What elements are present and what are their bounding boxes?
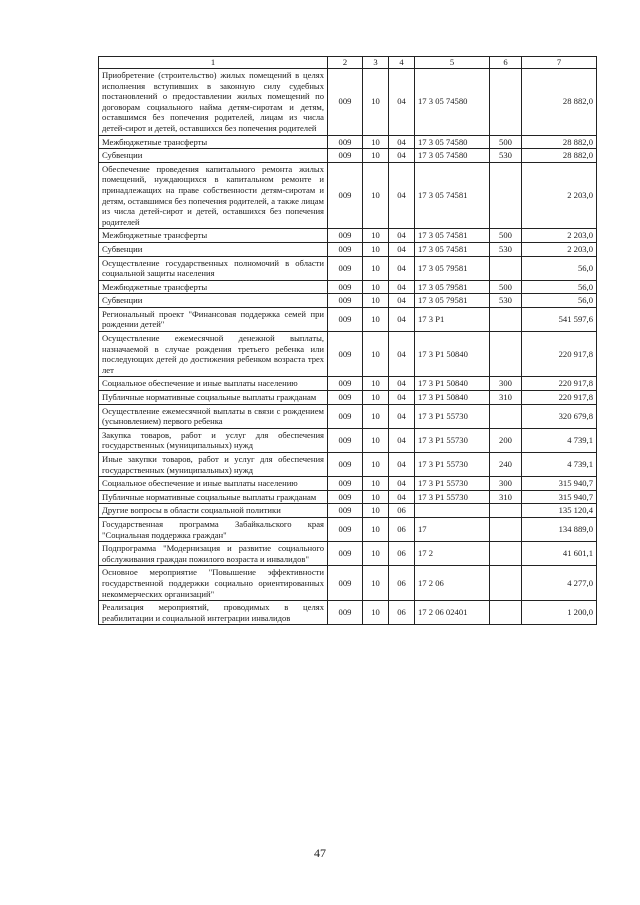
table-row (99, 477, 597, 491)
section-cell: 10 (363, 162, 389, 229)
section-cell: 10 (363, 294, 389, 308)
target-article-cell: 17 3 05 74581 (415, 229, 490, 243)
subsection-cell: 04 (389, 332, 415, 377)
admin-code-cell: 009 (328, 504, 363, 518)
target-article-cell: 17 3 P1 55730 (415, 453, 490, 477)
section-cell: 10 (363, 229, 389, 243)
table-row (99, 490, 597, 504)
row-name-cell: Реализация мероприятий, проводимых в целях реабилитации и социальной интеграции инвалидов (99, 601, 328, 625)
table-row (99, 135, 597, 149)
target-article-cell: 17 2 06 02401 (415, 601, 490, 625)
amount-cell: 2 203,0 (522, 242, 597, 256)
subsection-cell: 06 (389, 601, 415, 625)
admin-code-cell: 009 (328, 307, 363, 331)
target-article-cell (415, 504, 490, 518)
row-name-cell: Региональный проект "Финансовая поддержка семей при рождении детей" (99, 307, 328, 331)
expense-type-cell (490, 517, 522, 541)
column-header-6: 6 (490, 57, 522, 69)
admin-code-cell: 009 (328, 332, 363, 377)
subsection-cell: 04 (389, 149, 415, 163)
section-cell: 10 (363, 517, 389, 541)
table-row (99, 242, 597, 256)
target-article-cell: 17 3 P1 50840 (415, 391, 490, 405)
target-article-cell: 17 3 05 79581 (415, 294, 490, 308)
subsection-cell: 04 (389, 477, 415, 491)
amount-cell: 4 739,1 (522, 453, 597, 477)
table-row (99, 229, 597, 243)
admin-code-cell: 009 (328, 294, 363, 308)
section-cell: 10 (363, 453, 389, 477)
column-header-7: 7 (522, 57, 597, 69)
admin-code-cell: 009 (328, 256, 363, 280)
admin-code-cell: 009 (328, 566, 363, 601)
section-cell: 10 (363, 566, 389, 601)
budget-table (98, 56, 597, 625)
section-cell: 10 (363, 135, 389, 149)
subsection-cell: 04 (389, 294, 415, 308)
amount-cell: 541 597,6 (522, 307, 597, 331)
admin-code-cell: 009 (328, 404, 363, 428)
expense-type-cell: 300 (490, 377, 522, 391)
amount-cell: 220 917,8 (522, 332, 597, 377)
subsection-cell: 04 (389, 242, 415, 256)
section-cell: 10 (363, 490, 389, 504)
row-name-cell: Осуществление ежемесячной выплаты в связи с рождением (усыновлением) первого ребенка (99, 404, 328, 428)
subsection-cell: 04 (389, 135, 415, 149)
row-name-cell: Публичные нормативные социальные выплаты гражданам (99, 490, 328, 504)
table-row (99, 162, 597, 229)
target-article-cell: 17 2 06 (415, 566, 490, 601)
admin-code-cell: 009 (328, 135, 363, 149)
expense-type-cell: 500 (490, 229, 522, 243)
subsection-cell: 04 (389, 391, 415, 405)
expense-type-cell: 530 (490, 149, 522, 163)
amount-cell: 220 917,8 (522, 377, 597, 391)
target-article-cell: 17 3 05 74581 (415, 162, 490, 229)
target-article-cell: 17 3 05 74580 (415, 149, 490, 163)
row-name-cell: Социальное обеспечение и иные выплаты населению (99, 377, 328, 391)
section-cell: 10 (363, 477, 389, 491)
amount-cell: 28 882,0 (522, 69, 597, 136)
section-cell: 10 (363, 149, 389, 163)
section-cell: 10 (363, 428, 389, 452)
target-article-cell: 17 3 P1 55730 (415, 490, 490, 504)
row-name-cell: Обеспечение проведения капитального ремонта жилых помещений, нуждающихся в капитальном ремонте и принадлежащих на праве собственности детям-сиротам и детям, оставшимся без попечения родителей, а также лицам из числа детей-сирот и детей, оставшихся без попечения родителей (99, 162, 328, 229)
row-name-cell: Государственная программа Забайкальского края "Социальная поддержка граждан" (99, 517, 328, 541)
section-cell: 10 (363, 391, 389, 405)
admin-code-cell: 009 (328, 242, 363, 256)
amount-cell: 41 601,1 (522, 542, 597, 566)
amount-cell: 2 203,0 (522, 229, 597, 243)
table-row (99, 504, 597, 518)
expense-type-cell: 500 (490, 280, 522, 294)
amount-cell: 4 277,0 (522, 566, 597, 601)
table-row (99, 404, 597, 428)
row-name-cell: Социальное обеспечение и иные выплаты населению (99, 477, 328, 491)
target-article-cell: 17 3 P1 55730 (415, 477, 490, 491)
expense-type-cell: 530 (490, 294, 522, 308)
table-row (99, 391, 597, 405)
admin-code-cell: 009 (328, 542, 363, 566)
admin-code-cell: 009 (328, 229, 363, 243)
section-cell: 10 (363, 256, 389, 280)
section-cell: 10 (363, 332, 389, 377)
expense-type-cell: 300 (490, 477, 522, 491)
amount-cell: 320 679,8 (522, 404, 597, 428)
column-header-5: 5 (415, 57, 490, 69)
expense-type-cell (490, 256, 522, 280)
amount-cell: 28 882,0 (522, 149, 597, 163)
amount-cell: 2 203,0 (522, 162, 597, 229)
row-name-cell: Межбюджетные трансферты (99, 229, 328, 243)
target-article-cell: 17 3 05 79581 (415, 256, 490, 280)
expense-type-cell: 500 (490, 135, 522, 149)
table-row (99, 517, 597, 541)
target-article-cell: 17 2 (415, 542, 490, 566)
target-article-cell: 17 3 P1 (415, 307, 490, 331)
subsection-cell: 04 (389, 404, 415, 428)
section-cell: 10 (363, 404, 389, 428)
amount-cell: 56,0 (522, 294, 597, 308)
row-name-cell: Межбюджетные трансферты (99, 280, 328, 294)
subsection-cell: 04 (389, 307, 415, 331)
table-body (99, 69, 597, 625)
section-cell: 10 (363, 542, 389, 566)
subsection-cell: 06 (389, 566, 415, 601)
expense-type-cell (490, 332, 522, 377)
admin-code-cell: 009 (328, 453, 363, 477)
amount-cell: 1 200,0 (522, 601, 597, 625)
target-article-cell: 17 3 P1 55730 (415, 428, 490, 452)
column-header-4: 4 (389, 57, 415, 69)
admin-code-cell: 009 (328, 490, 363, 504)
subsection-cell: 04 (389, 256, 415, 280)
row-name-cell: Осуществление ежемесячной денежной выплаты, назначаемой в случае рождения третьего ребенка или последующих детей до достижения ребенком возраста трех лет (99, 332, 328, 377)
target-article-cell: 17 (415, 517, 490, 541)
row-name-cell: Осуществление государственных полномочий в области социальной защиты населения (99, 256, 328, 280)
expense-type-cell: 240 (490, 453, 522, 477)
table-row (99, 149, 597, 163)
table-row (99, 566, 597, 601)
section-cell: 10 (363, 280, 389, 294)
table-header-row (99, 57, 597, 69)
target-article-cell: 17 3 05 74580 (415, 69, 490, 136)
subsection-cell: 04 (389, 229, 415, 243)
section-cell: 10 (363, 601, 389, 625)
target-article-cell: 17 3 P1 50840 (415, 332, 490, 377)
admin-code-cell: 009 (328, 477, 363, 491)
row-name-cell: Основное мероприятие "Повышение эффективности государственной поддержки социально ориентированных некоммерческих организаций" (99, 566, 328, 601)
table-row (99, 280, 597, 294)
subsection-cell: 04 (389, 162, 415, 229)
admin-code-cell: 009 (328, 391, 363, 405)
subsection-cell: 04 (389, 490, 415, 504)
row-name-cell: Субвенции (99, 149, 328, 163)
table-row (99, 332, 597, 377)
amount-cell: 4 739,1 (522, 428, 597, 452)
admin-code-cell: 009 (328, 162, 363, 229)
amount-cell: 56,0 (522, 280, 597, 294)
target-article-cell: 17 3 P1 50840 (415, 377, 490, 391)
expense-type-cell (490, 542, 522, 566)
subsection-cell: 04 (389, 280, 415, 294)
row-name-cell: Межбюджетные трансферты (99, 135, 328, 149)
expense-type-cell (490, 307, 522, 331)
section-cell: 10 (363, 69, 389, 136)
column-header-3: 3 (363, 57, 389, 69)
table-row (99, 307, 597, 331)
table-row (99, 294, 597, 308)
expense-type-cell: 200 (490, 428, 522, 452)
subsection-cell: 04 (389, 453, 415, 477)
section-cell: 10 (363, 307, 389, 331)
table-row (99, 377, 597, 391)
page-number: 47 (314, 846, 326, 860)
subsection-cell: 06 (389, 542, 415, 566)
amount-cell: 56,0 (522, 256, 597, 280)
row-name-cell: Закупка товаров, работ и услуг для обеспечения государственных (муниципальных) нужд (99, 428, 328, 452)
amount-cell: 315 940,7 (522, 477, 597, 491)
admin-code-cell: 009 (328, 149, 363, 163)
amount-cell: 220 917,8 (522, 391, 597, 405)
admin-code-cell: 009 (328, 601, 363, 625)
expense-type-cell (490, 504, 522, 518)
row-name-cell: Субвенции (99, 242, 328, 256)
section-cell: 10 (363, 242, 389, 256)
admin-code-cell: 009 (328, 377, 363, 391)
expense-type-cell (490, 601, 522, 625)
subsection-cell: 04 (389, 69, 415, 136)
subsection-cell: 04 (389, 428, 415, 452)
column-header-2: 2 (328, 57, 363, 69)
subsection-cell: 06 (389, 517, 415, 541)
table-row (99, 601, 597, 625)
row-name-cell: Другие вопросы в области социальной политики (99, 504, 328, 518)
admin-code-cell: 009 (328, 280, 363, 294)
row-name-cell: Публичные нормативные социальные выплаты гражданам (99, 391, 328, 405)
section-cell: 10 (363, 377, 389, 391)
table-row (99, 69, 597, 136)
expense-type-cell (490, 566, 522, 601)
expense-type-cell: 530 (490, 242, 522, 256)
amount-cell: 315 940,7 (522, 490, 597, 504)
subsection-cell: 06 (389, 504, 415, 518)
amount-cell: 135 120,4 (522, 504, 597, 518)
amount-cell: 28 882,0 (522, 135, 597, 149)
admin-code-cell: 009 (328, 517, 363, 541)
expense-type-cell (490, 404, 522, 428)
column-header-1: 1 (99, 57, 328, 69)
admin-code-cell: 009 (328, 69, 363, 136)
row-name-cell: Субвенции (99, 294, 328, 308)
target-article-cell: 17 3 05 74581 (415, 242, 490, 256)
table-row (99, 428, 597, 452)
row-name-cell: Подпрограмма "Модернизация и развитие социального обслуживания граждан пожилого возраста и инвалидов" (99, 542, 328, 566)
subsection-cell: 04 (389, 377, 415, 391)
expense-type-cell: 310 (490, 490, 522, 504)
table-row (99, 542, 597, 566)
table-row (99, 256, 597, 280)
target-article-cell: 17 3 05 79581 (415, 280, 490, 294)
admin-code-cell: 009 (328, 428, 363, 452)
target-article-cell: 17 3 05 74580 (415, 135, 490, 149)
expense-type-cell (490, 69, 522, 136)
row-name-cell: Приобретение (строительство) жилых помещений в целях исполнения вступивших в законную силу судебных постановлений о предоставлении жилых помещений по договорам социального найма детям-сиротам и детям, оставшимся без попечения родителей, лицам из числа детей-сирот и детей, оставшихся без попечения родителей (99, 69, 328, 136)
row-name-cell: Иные закупки товаров, работ и услуг для обеспечения государственных (муниципальных) нужд (99, 453, 328, 477)
amount-cell: 134 889,0 (522, 517, 597, 541)
table-row (99, 453, 597, 477)
section-cell: 10 (363, 504, 389, 518)
expense-type-cell: 310 (490, 391, 522, 405)
expense-type-cell (490, 162, 522, 229)
target-article-cell: 17 3 P1 55730 (415, 404, 490, 428)
